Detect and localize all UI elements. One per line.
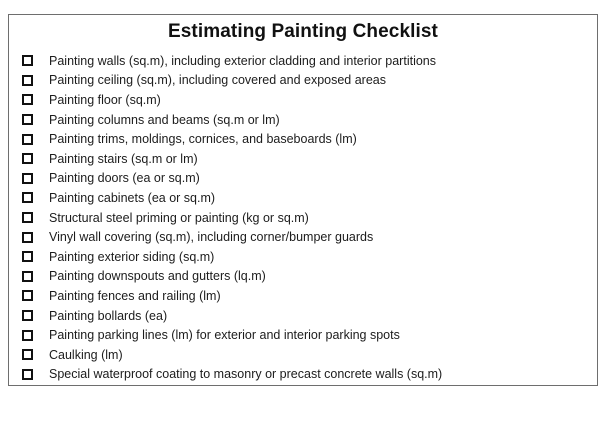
checkbox-icon[interactable]: [22, 153, 33, 164]
checkbox-icon[interactable]: [22, 310, 33, 321]
checklist-title: Estimating Painting Checklist: [167, 21, 438, 42]
checklist-item: [9, 325, 597, 345]
checklist-item: [9, 286, 597, 306]
checklist-item: [9, 208, 597, 228]
checklist-item-label: Painting columns and beams (sq.m or lm): [49, 112, 280, 127]
checklist-item-label: Painting stairs (sq.m or lm): [49, 151, 198, 166]
checkbox-icon[interactable]: [22, 134, 33, 145]
checkbox-icon[interactable]: [22, 290, 33, 301]
checkbox-icon[interactable]: [22, 55, 33, 66]
checklist-item-label: Vinyl wall covering (sq.m), including corner/bumper guards: [49, 230, 374, 245]
checklist-item-label: Painting walls (sq.m), including exterior cladding and interior partitions: [49, 53, 436, 68]
checkbox-icon[interactable]: [22, 114, 33, 125]
checklist-item-label: Painting ceiling (sq.m), including covered and exposed areas: [49, 73, 386, 88]
checkbox-icon[interactable]: [22, 271, 33, 282]
checklist-item-label: Painting bollards (ea): [49, 308, 168, 323]
checklist-item: [9, 267, 597, 287]
checkbox-icon[interactable]: [22, 330, 33, 341]
checklist-item-label: Painting fences and railing (lm): [49, 288, 221, 303]
checklist-item: [9, 188, 597, 208]
checklist-item: [9, 129, 597, 149]
checklist-item-label: Caulking (lm): [49, 347, 123, 362]
checklist-item: [9, 227, 597, 247]
checklist-item-label: Structural steel priming or painting (kg or sq.m): [49, 210, 309, 225]
checklist-item-label: Painting exterior siding (sq.m): [49, 249, 215, 264]
checklist-item: [9, 149, 597, 169]
checklist-item-label: Painting downspouts and gutters (lq.m): [49, 269, 266, 284]
checkbox-icon[interactable]: [22, 173, 33, 184]
checklist-item-label: Special waterproof coating to masonry or precast concrete walls (sq.m): [49, 367, 443, 382]
checklist-item: [9, 71, 597, 91]
checklist-item-label: Painting floor (sq.m): [49, 92, 161, 107]
checklist-item: [9, 365, 597, 385]
checklist-item: [9, 110, 597, 130]
checklist-item: [9, 169, 597, 189]
checklist-item: [9, 90, 597, 110]
checklist-items: [9, 51, 597, 384]
checkbox-icon[interactable]: [22, 75, 33, 86]
checklist-item-label: Painting trims, moldings, cornices, and baseboards (lm): [49, 132, 357, 147]
checklist-item-label: Painting doors (ea or sq.m): [49, 171, 200, 186]
checkbox-icon[interactable]: [22, 192, 33, 203]
checklist-item: [9, 345, 597, 365]
checklist-item-label: Painting cabinets (ea or sq.m): [49, 190, 216, 205]
checkbox-icon[interactable]: [22, 349, 33, 360]
checkbox-icon[interactable]: [22, 369, 33, 380]
checklist-item: [9, 247, 597, 267]
checklist-item: [9, 306, 597, 326]
checkbox-icon[interactable]: [22, 232, 33, 243]
checkbox-icon[interactable]: [22, 251, 33, 262]
checkbox-icon[interactable]: [22, 212, 33, 223]
checklist-item-label: Painting parking lines (lm) for exterior and interior parking spots: [49, 328, 400, 343]
checklist-item: [9, 51, 597, 71]
checklist-panel: [8, 14, 598, 386]
checkbox-icon[interactable]: [22, 94, 33, 105]
